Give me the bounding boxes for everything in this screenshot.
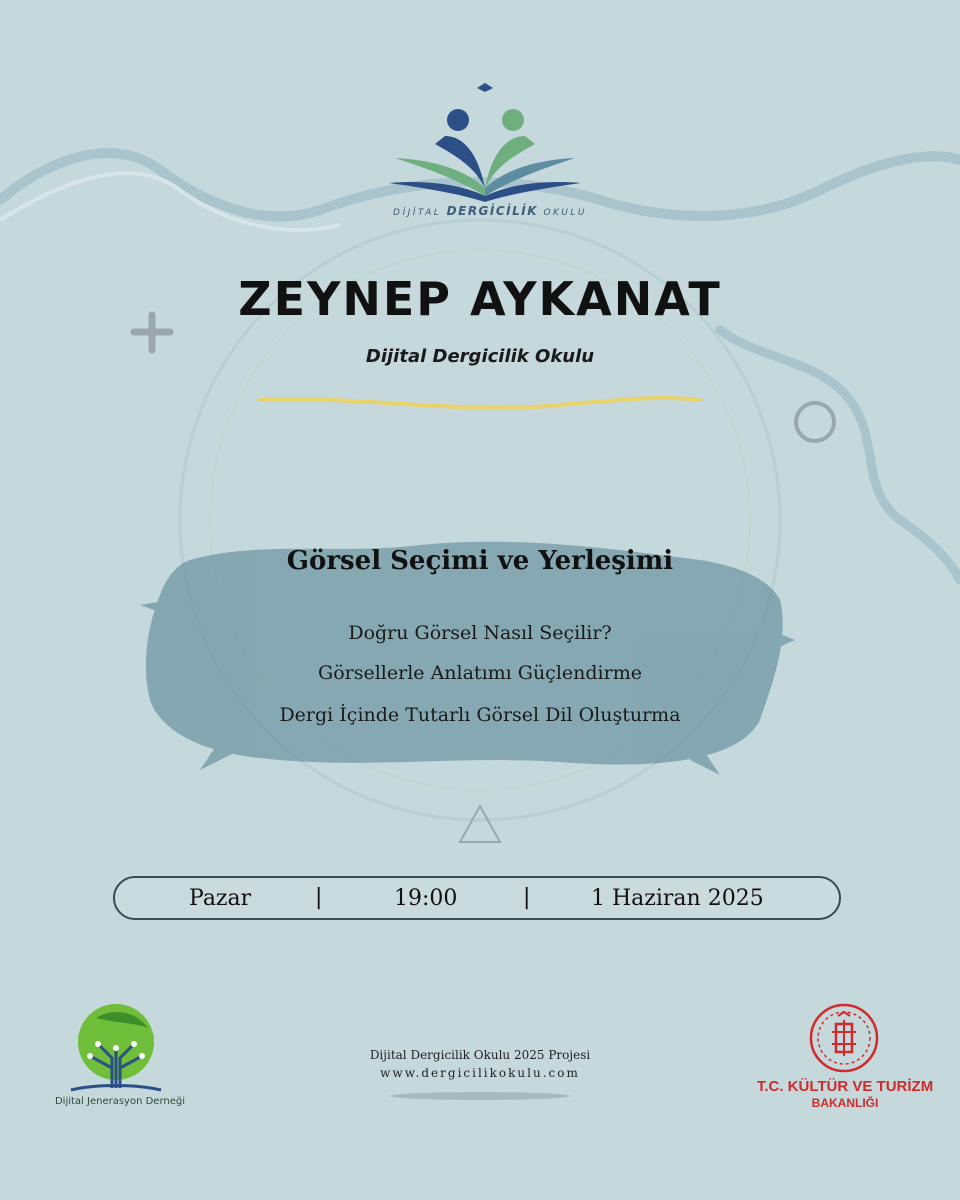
- speaker-subtitle: Dijital Dergicilik Okulu: [365, 346, 595, 367]
- topic-item: Doğru Görsel Nasıl Seçilir?: [348, 622, 612, 644]
- schedule-time: 19:00: [394, 886, 458, 911]
- book-people-icon: [385, 78, 585, 208]
- brush-stroke: [140, 542, 795, 775]
- schedule-separator: |: [315, 885, 323, 910]
- schedule-date: 1 Haziran 2025: [591, 886, 764, 911]
- topic-title: Görsel Seçimi ve Yerleşimi: [286, 546, 674, 576]
- logo-caption: DİJİTAL DERGİCİLİK OKULU: [393, 204, 587, 218]
- ministry-emblem-icon: [808, 1002, 880, 1074]
- schedule-day: Pazar: [189, 886, 252, 911]
- schedule-separator: |: [523, 885, 531, 910]
- website-link[interactable]: www.dergicilikokulu.com: [380, 1066, 580, 1080]
- speaker-name: ZEYNEP AYKANAT: [238, 272, 722, 326]
- association-name: Dijital Jenerasyon Derneği: [54, 1096, 186, 1107]
- project-name: Dijital Dergicilik Okulu 2025 Projesi: [369, 1048, 591, 1062]
- topic-item: Görsellerle Anlatımı Güçlendirme: [318, 662, 642, 684]
- ministry-name: T.C. KÜLTÜR VE TURİZM: [756, 1078, 934, 1095]
- topic-item: Dergi İçinde Tutarlı Görsel Dil Oluşturma: [279, 704, 681, 726]
- footer-shadow: [390, 1092, 570, 1100]
- ministry-name-line2: BAKANLIĞI: [811, 1096, 879, 1110]
- schedule-bar: [113, 876, 841, 920]
